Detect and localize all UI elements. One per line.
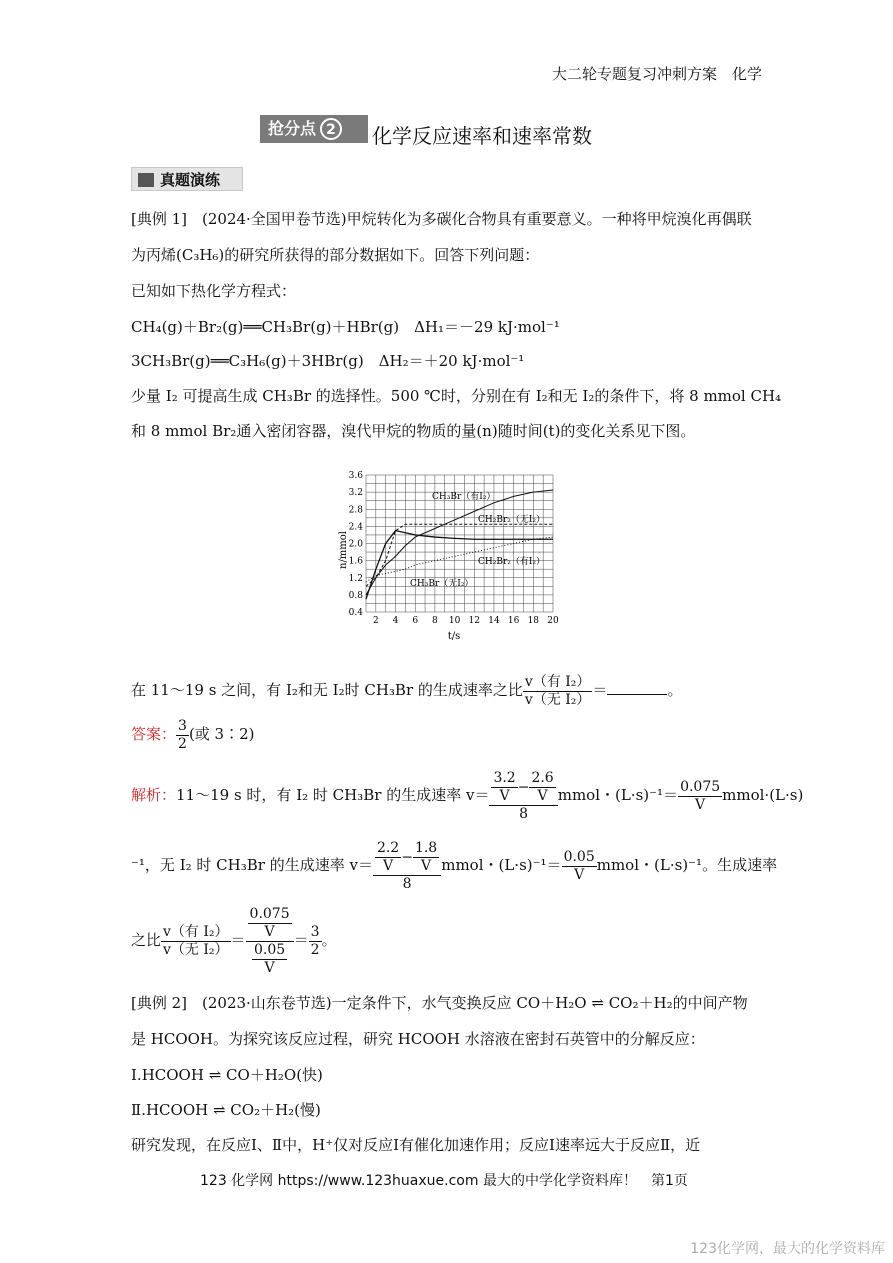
legend-ch2br2-no-i2: CH₂Br₂（无I₂） — [478, 515, 546, 525]
y-tick-label: 0.4 — [348, 608, 363, 618]
ratio-expr — [161, 924, 231, 959]
v-7: V — [264, 923, 275, 940]
den-8-2: 8 — [402, 875, 412, 892]
q1-line3: 已知如下热化学方程式： — [131, 282, 297, 300]
analysis-label: 解析： — [131, 786, 177, 804]
equation-2: 3CH₃Br(g)══C₃H₆(g)＋3HBr(g) ΔH₂＝＋20 kJ·mol⁻¹ — [131, 352, 525, 370]
analysis-line3: 之比 $\frac{\text{v（有 I₂）}}{\text{v（无 I₂）}}$ ＝ $\frac{\frac{0.075}{V}}{\frac{0.05}{V}}$ ＝ $\frac{3}{2}$ 。 — [131, 905, 337, 976]
x-tick-label: 2 — [372, 616, 379, 626]
answer-num: 3 — [178, 717, 187, 734]
badge-label: 抢分点 — [268, 119, 317, 138]
v-8: V — [264, 959, 275, 976]
book-icon — [138, 173, 154, 187]
answer-den: 2 — [178, 735, 187, 752]
question-ratio — [523, 674, 593, 709]
v-4: V — [383, 857, 394, 874]
ratio-result — [309, 924, 322, 959]
answer-fraction — [176, 718, 189, 753]
num-2-2: 2.2 — [376, 839, 400, 856]
x-tick-label: 14 — [488, 616, 500, 626]
analysis-text3: 之比 — [131, 931, 162, 949]
analysis-end2: mmol・(L·s)⁻¹。生成速率 — [596, 856, 778, 874]
page-header: 大二轮专题复习冲刺方案 化学 — [551, 65, 762, 83]
q1-line1: [典例 1] (2024·全国甲卷节选)甲烷转化为多碳化合物具有重要意义。一种将甲烷溴化再偶联 — [131, 210, 752, 228]
answer-label: 答案： — [131, 725, 177, 743]
num-3-2: 3.2 — [493, 769, 516, 786]
watermark: 123化学网，最大的化学资料库 — [690, 1241, 885, 1257]
q1-line2: 为丙烯(C₃H₆)的研究所获得的部分数据如下。回答下列问题： — [131, 246, 540, 264]
answer-line — [131, 716, 255, 753]
big-num: 0.075 — [249, 905, 290, 922]
num-1-8: 1.8 — [414, 839, 438, 856]
analysis-mid2: mmol・(L·s)⁻¹＝ — [441, 856, 562, 874]
x-tick-label: 4 — [392, 616, 399, 626]
section-heading — [131, 167, 243, 191]
y-tick-label: 3.2 — [348, 488, 363, 499]
analysis-line1 — [131, 765, 803, 825]
analysis-mid1: mmol・(L·s)⁻¹＝ — [557, 786, 679, 804]
question-line — [131, 672, 682, 709]
rate-result-1 — [678, 779, 722, 814]
rate-2-top: $\frac{2.2}{V}$ − $\frac{1.8}{V}$ — [373, 840, 441, 876]
analysis-text1: 11～19 s 时，有 I₂ 时 CH₃Br 的生成速率 v＝ — [176, 786, 490, 804]
x-tick-label: 18 — [527, 616, 540, 626]
den-8-1: 8 — [519, 805, 529, 822]
y-tick-label: 2.8 — [348, 505, 363, 516]
res-den: 2 — [310, 941, 320, 958]
x-axis-label: t/s — [447, 631, 461, 642]
x-tick-label: 16 — [507, 616, 520, 626]
x-tick-label: 6 — [412, 616, 419, 626]
rate-expr-1 — [489, 770, 557, 823]
x-tick-label: 8 — [432, 616, 438, 626]
ratio-den: v（无 I₂） — [163, 941, 229, 958]
ratio-denominator: v（无 I₂） — [524, 691, 591, 708]
q1-line5: 和 8 mmol Br₂通入密闭容器，溴代甲烷的物质的量(n)随时间(t)的变化关系见下图。 — [131, 422, 696, 440]
q2-line2: 是 HCOOH。为探究该反应过程，研究 HCOOH 水溶液在密封石英管中的分解反应： — [131, 1030, 705, 1048]
badge-number: 2 — [320, 118, 342, 140]
num-0-05: 0.05 — [563, 848, 595, 865]
num-0-075: 0.075 — [680, 778, 721, 795]
y-tick-label: 1.2 — [348, 573, 363, 584]
y-tick-label: 2.4 — [348, 522, 363, 533]
legend-ch2br2-i2: CH₂Br₂（有I₂） — [478, 557, 546, 567]
q1-line4: 少量 I₂ 可提高生成 CH₃Br 的选择性。500 ℃时，分别在有 I₂和无 I₂的条件下，将 8 mmol CH₄ — [131, 387, 782, 405]
y-tick-label: 1.6 — [348, 556, 363, 567]
question-text: 在 11～19 s 之间，有 I₂和无 I₂时 CH₃Br 的生成速率之比 — [131, 681, 523, 699]
q2-line3: 研究发现，在反应Ⅰ、Ⅱ中，H⁺仅对反应Ⅰ有催化加速作用；反应Ⅰ速率远大于反应Ⅱ，近 — [131, 1136, 701, 1154]
topic-badge — [260, 115, 368, 143]
reaction-1: Ⅰ.HCOOH ⇌ CO＋H₂O(快) — [131, 1066, 323, 1084]
v-5: V — [421, 857, 432, 874]
rate-result-2 — [562, 849, 597, 884]
reaction-chart — [328, 465, 568, 645]
rate-expr-2 — [373, 840, 441, 893]
v-2: V — [537, 787, 548, 804]
equation-1: CH₄(g)＋Br₂(g)══CH₃Br(g)＋HBr(g) ΔH₁＝－29 kJ·mol⁻¹ — [131, 318, 560, 336]
equals-sign: ＝ — [592, 681, 608, 699]
analysis-text2: ⁻¹，无 I₂ 时 CH₃Br 的生成速率 v＝ — [131, 856, 373, 874]
answer-blank[interactable] — [607, 680, 667, 695]
legend-ch3br-no-i2: CH₃Br（无I₂） — [410, 579, 474, 589]
section-label: 真题演练 — [160, 171, 221, 189]
y-axis-label: n/mmol — [338, 531, 349, 569]
q2-line1: [典例 2] (2023·山东卷节选)一定条件下，水气变换反应 CO＋H₂O ⇌ CO₂＋H₂的中间产物 — [131, 994, 748, 1012]
ratio-big — [246, 906, 294, 977]
answer-alt: (或 3∶2) — [188, 725, 255, 743]
v-6: V — [574, 866, 585, 883]
page-footer: 123 化学网 https://www.123huaxue.com 最大的中学化学资料库！ 第1页 — [200, 1173, 688, 1189]
v-3: V — [695, 796, 706, 813]
x-tick-label: 20 — [547, 616, 559, 626]
y-tick-label: 0.8 — [348, 590, 363, 601]
big-den: 0.05 — [254, 941, 286, 958]
legend-ch3br-i2: CH₃Br（有I₂） — [432, 492, 496, 502]
page-title: 化学反应速率和速率常数 — [372, 124, 592, 148]
y-tick-label: 2.0 — [348, 539, 363, 550]
reaction-2: Ⅱ.HCOOH ⇌ CO₂＋H₂(慢) — [131, 1101, 321, 1119]
analysis-end1: mmol·(L·s) — [722, 786, 804, 804]
x-tick-label: 12 — [468, 616, 480, 626]
ratio-numerator: v（有 I₂） — [524, 673, 591, 690]
x-tick-label: 10 — [448, 616, 461, 626]
num-2-6: 2.6 — [531, 769, 554, 786]
analysis-end3: 。 — [321, 931, 337, 949]
v-1: V — [499, 787, 510, 804]
question-end: 。 — [667, 681, 683, 699]
y-tick-label: 3.6 — [348, 471, 363, 481]
ratio-num: v（有 I₂） — [163, 923, 229, 940]
res-num: 3 — [310, 923, 320, 940]
rate-1-top: $\frac{3.2}{V}$ − $\frac{2.6}{V}$ — [489, 770, 557, 806]
analysis-line2 — [131, 835, 777, 895]
